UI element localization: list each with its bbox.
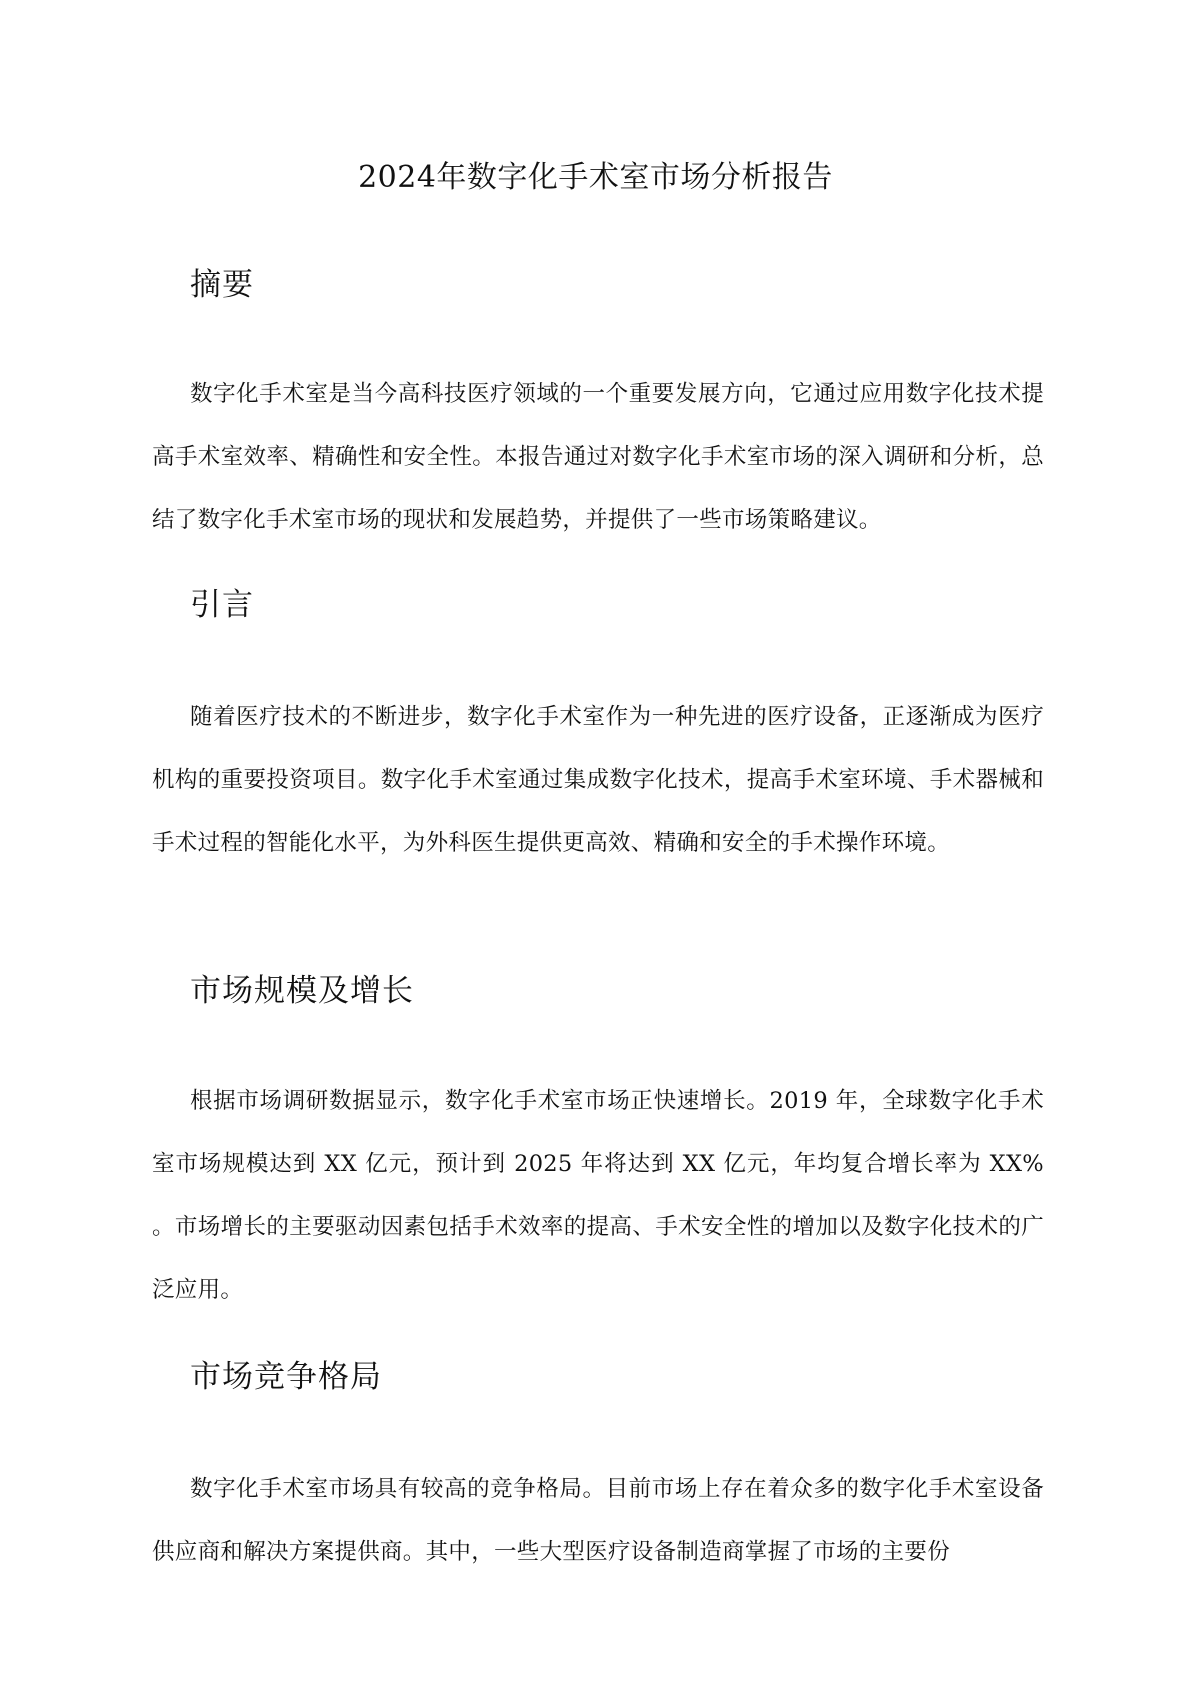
section-paragraph-introduction: 随着医疗技术的不断进步，数字化手术室作为一种先进的医疗设备，正逐渐成为医疗机构的重要投资项目。数字化手术室通过集成数字化技术，提高手术室环境、手术器械和手术过程的智能化水平，为外科医生提供更高效、精确和安全的手术操作环境。 — [152, 704, 1044, 856]
section-heading-abstract: 摘要 — [190, 267, 254, 303]
document-title: 2024年数字化手术室市场分析报告 — [358, 160, 833, 195]
section-heading-competition: 市场竞争格局 — [190, 1359, 382, 1395]
section-heading-market-size: 市场规模及增长 — [190, 973, 414, 1009]
section-paragraph-market-size: 根据市场调研数据显示，数字化手术室市场正快速增长。2019 年，全球数字化手术室市场规模达到 XX 亿元，预计到 2025 年将达到 XX 亿元，年均复合增长率为 XX% 。市场增长的主要驱动因素包括手术效率的提高、手术安全性的增加以及数字化技术的广泛应用。 — [152, 1088, 1044, 1303]
section-heading-introduction: 引言 — [190, 587, 254, 623]
section-paragraph-competition: 数字化手术室市场具有较高的竞争格局。目前市场上存在着众多的数字化手术室设备供应商和解决方案提供商。其中，一些大型医疗设备制造商掌握了市场的主要份 — [152, 1476, 1044, 1565]
section-paragraph-abstract: 数字化手术室是当今高科技医疗领域的一个重要发展方向，它通过应用数字化技术提高手术室效率、精确性和安全性。本报告通过对数字化手术室市场的深入调研和分析，总结了数字化手术室市场的现状和发展趋势，并提供了一些市场策略建议。 — [152, 381, 1044, 533]
